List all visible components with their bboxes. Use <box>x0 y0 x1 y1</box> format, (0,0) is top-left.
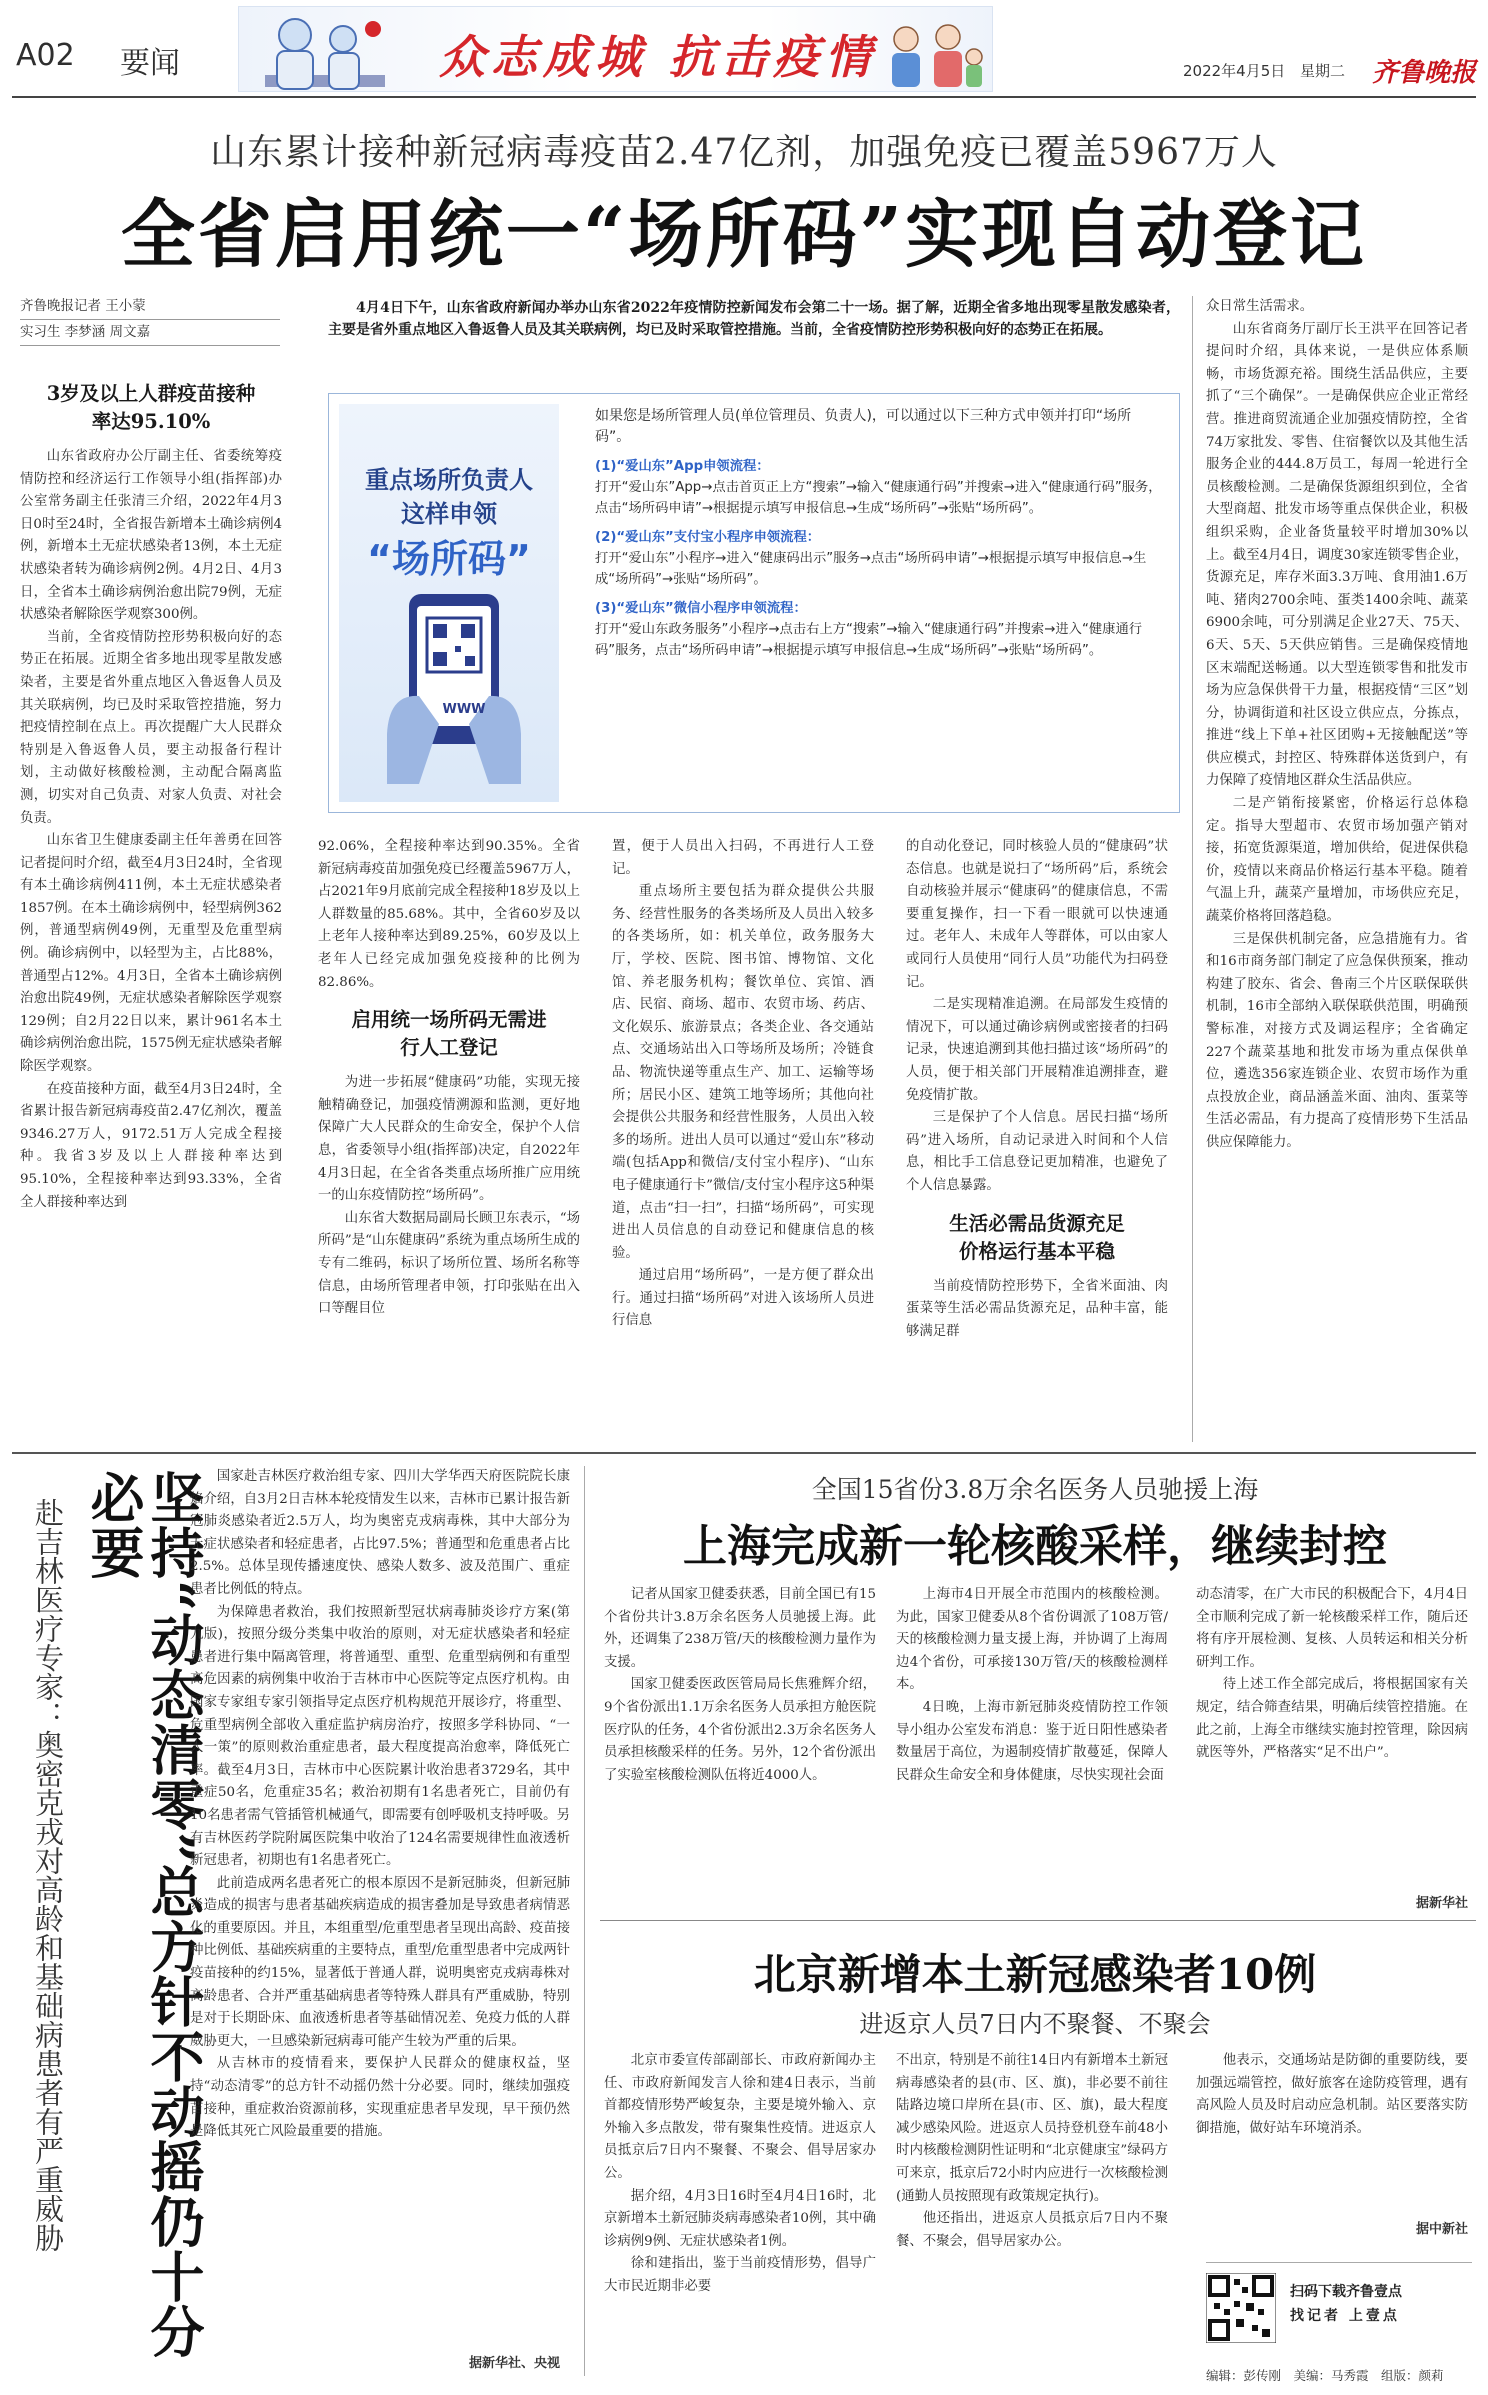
paragraph: 当前，全省疫情防控形势积极向好的态势正在拓展。近期全省多地出现零星散发感染者，主要是省外重点地区入鲁返鲁人员及其关联病例，均已及时采取管控措施，努力把疫情控制在点上。再次提醒广大人民群众特别是入鲁返鲁人员，要主动报备行程计划，主动做好核酸检测，主动配合隔离监测，切实对自己负责、对家人负责、对社会负责。 <box>20 629 282 826</box>
qr-code-block <box>1206 2262 1472 2358</box>
poster-title-1: 重点场所负责人 <box>365 466 533 494</box>
section-name: 要闻 <box>120 46 180 81</box>
paragraph: 此前造成两名患者死亡的根本原因不是新冠肺炎，但新冠肺炎造成的损害与患者基础疾病造成的损害叠加是导致患者病情恶化的重要原因。并且，本组重型/危重型患者呈现出高龄、疫苗接种比例低、基础疾病重的主要特点，重型/危重型患者中完成两针疫苗接种的约15%，显著低于普通人群，说明奥密克戎病毒株对高龄患者、合并严重基础病患者等特殊人群具有严重威胁，特别是对于长期卧床、血液透析患者等基础情况差、免疫力低的人群威胁更大，一旦感染新冠病毒可能产生较为严重的后果。 <box>190 1875 570 2049</box>
lead-column-3 <box>612 836 874 1442</box>
jilin-body <box>190 1466 570 2346</box>
paragraph: 在疫苗接种方面，截至4月3日24时，全省累计报告新冠病毒疫苗2.47亿剂次，覆盖9346.27万人，9172.51万人完成全程接种。我省3岁及以上人群接种率达到95.10%，全程接种率达到93.33%，全省全人群接种率达到 <box>20 1081 282 1210</box>
issue-weekday: 星期二 <box>1300 62 1346 80</box>
lead-column-1 <box>20 352 282 1442</box>
shanghai-kicker: 全国15省份3.8万余名医务人员驰援上海 <box>811 1475 1259 1504</box>
lead-column-4 <box>906 836 1168 1442</box>
poster-intro: 如果您是场所管理人员(单位管理员、负责人)，可以通过以下三种方式申领并打印“场所码”。 <box>595 408 1132 445</box>
paragraph: 山东省大数据局副局长顾卫东表示，“场所码”是“山东健康码”系统为重点场所生成的专有二维码，标识了场所位置、场所名称等信息，由场所管理者申领，打印张贴在出入口等醒目位 <box>318 1210 580 1317</box>
shanghai-headline: 上海完成新一轮核酸采样，继续封控 <box>683 1521 1387 1572</box>
paragraph: 国家赴吉林医疗救治组专家、四川大学华西天府医院院长康焰介绍，自3月2日吉林本轮疫情发生以来，吉林市已累计报告新冠肺炎感染者近2.5万人，均为奥密克戎病毒株，其中大部分为无症状感染者和轻症患者，占比97.5%；普通型和危重患者占比2.5%。总体呈现传播速度快、感染人数多、波及范围广、重症患者比例低的特点。 <box>190 1469 570 1597</box>
poster-graphic <box>339 404 559 802</box>
jilin-credit: 据新华社、央视 <box>468 2356 560 2371</box>
paragraph: 4日晚，上海市新冠肺炎疫情防控工作领导小组办公室发布消息：鉴于近日阳性感染者数量居于高位，为遏制疫情扩散蔓延，保障人民群众生命安全和身体健康，尽快实现社会面 <box>896 1699 1168 1783</box>
banner-title: 众志成城 抗击疫情 <box>439 30 878 84</box>
page-number: A02 <box>16 38 75 73</box>
paragraph: 动态清零，在广大市民的积极配合下，4月4日全市顺利完成了新一轮核酸采样工作，随后还将有序开展检测、复核、人员转运和相关分析研判工作。 <box>1196 1587 1468 1670</box>
paragraph: 二是实现精准追溯。在局部发生疫情的情况下，可以通过确诊病例或密接者的扫码记录，快速追溯到其他扫描过该“场所码”的人员，便于相关部门开展精准追溯排查，避免疫情扩散。 <box>906 997 1168 1103</box>
shanghai-column-1 <box>604 1584 876 1914</box>
paragraph: 为进一步拓展“健康码”功能，实现无接触精确登记，加强疫情溯源和监测，更好地保障广大人民群众的生命安全，保护个人信息，省委领导小组(指挥部)决定，自2022年4月3日起，在全省各类重点场所推广应用统一的山东疫情防控“场所码”。 <box>318 1075 580 1204</box>
newspaper-logo: 齐鲁晚报 <box>1372 58 1477 88</box>
poster-way-1-title: (1)“爱山东”App申领流程： <box>595 459 770 474</box>
beijing-kicker: 进返京人员7日内不聚餐、不聚会 <box>859 2010 1211 2038</box>
lead-intro: 4月4日下午，山东省政府新闻办举办山东省2022年疫情防控新闻发布会第二十一场。据了解，近期全省多地出现零星散发感染者，主要是省外重点地区入鲁返鲁人员及其关联病例，均已及时采取管控措施。当前，全省疫情防控形势积极向好的态势正在拓展。 <box>328 300 1180 338</box>
column-divider <box>584 1466 585 2376</box>
paragraph: 置，便于人员出入扫码，不再进行人工登记。 <box>612 839 874 877</box>
section-rule <box>600 1920 1476 1921</box>
banner <box>238 6 993 92</box>
section-rule <box>12 1452 1476 1454</box>
venue-code-poster <box>328 393 1180 813</box>
page-header <box>0 0 1488 98</box>
paragraph: 他表示，交通场站是防御的重要防线，要加强远端管控，做好旅客在途防疫管理，遇有高风险人员及时启动应急机制。站区要落实防御措施，做好站车环境消杀。 <box>1196 2053 1468 2136</box>
paragraph: 三是保供机制完备，应急措施有力。省和16市商务部门制定了应急保供预案，推动构建了胶东、省会、鲁南三个片区联保联供机制，16市全部纳入联保联供范围，明确预警标准，对接方式及调运程序；全省确定227个蔬菜基地和批发市场为重点保供单位，遴选356家连锁企业、农贸市场作为重点投放企业，商品涵盖米面、油肉、蛋菜等生活必需品，有力提高了疫情形势下生活品供应保障能力。 <box>1206 931 1468 1150</box>
paragraph: 山东省商务厅副厅长王洪平在回答记者提问时介绍，具体来说，一是供应体系顺畅，市场货源充裕。围绕生活品供应，主要抓了“三个确保”。一是确保供应企业正常经营。推进商贸流通企业加强疫情防控，全省74万家批发、零售、住宿餐饮以及其他生活服务企业的444.8万员工，每周一轮进行全员核酸检测。二是确保货源组织到位，全省大型商超、批发市场等重点保供企业，积极组织采购，企业备货量较平时增加30%以上。截至4月4日，调度30家连锁零售企业，货源充足，库存米面3.3万吨、食用油1.6万吨、猪肉2700余吨、蛋类1400余吨、蔬菜6900余吨，可分别满足企业27天、75天、6天、5天、5天供应销售。三是确保疫情地区末端配送畅通。以大型连锁零售和批发市场为应急保供骨干力量，根据疫情“三区”划分，协调街道和社区设立供应点，分拣点，推进“线上下单+社区团购+无接触配送”等供应模式，封控区、特殊群体送货到户，有力保障了疫情地区群众生活品供应。 <box>1206 321 1468 789</box>
beijing-headline: 北京新增本土新冠感染者10例 <box>753 1950 1317 1999</box>
byline-reporter: 齐鲁晚报记者 王小蒙 <box>20 296 280 320</box>
poster-title-3: “场所码” <box>367 537 531 581</box>
paragraph: 重点场所主要包括为群众提供公共服务、经营性服务的各类场所及人员出入较多的各类场所，如：机关单位，政务服务大厅，学校、医院、图书馆、博物馆、文化馆、养老服务机构；餐饮单位、宾馆、酒店、民宿、商场、超市、农贸市场、药店、文化娱乐、旅游景点；各类企业、各交通站点、交通场站出入口等场所及场所；冷链食品、物流快递等重点生产、加工、运输等场所；居民小区、建筑工地等场所；其他向社会提供公共服务和经营性服务，人员出入较多的场所。进出人员可以通过“爱山东”移动端(包括App和微信/支付宝小程序)、“山东电子健康通行卡”微信/支付宝小程序这5种渠道，点击“扫一扫”，扫描“场所码”，可实现进出人员信息的自动登记和健康信息的核验。 <box>612 884 874 1261</box>
qr-caption-2: 找记者 上壹点 <box>1290 2308 1400 2324</box>
jilin-kicker: 赴吉林医疗专家：奥密克戎对高龄和基础病患者有严重威胁 <box>31 1498 65 2252</box>
editor-credits: 编辑：彭传刚 美编：马秀霞 组版：颜莉 <box>1206 2368 1444 2383</box>
paragraph: 当前疫情防控形势下，全省米面油、肉蛋菜等生活必需品货源充足，品种丰富，能够满足群 <box>906 1278 1168 1339</box>
lead-subhead-venue-code: 启用统一场所码无需进行人工登记 <box>351 1008 547 1060</box>
lead-column-5 <box>1206 296 1468 1442</box>
paragraph: 上海市4日开展全市范围内的核酸检测。为此，国家卫健委从8个省份调派了108万管/天的核酸检测力量支援上海，并协调了上海周边4个省份，可承接130万管/天的核酸检测样本。 <box>896 1587 1168 1693</box>
byline-interns: 实习生 李梦涵 周文嘉 <box>20 320 280 346</box>
shanghai-credit: 据新华社 <box>1415 1896 1468 1911</box>
column-divider <box>1192 296 1193 1442</box>
qr-caption-1: 扫码下载齐鲁壹点 <box>1290 2284 1402 2300</box>
paragraph: 国家卫健委医政医管局局长焦雅辉介绍，9个省份派出1.1万余名医务人员承担方舱医院医疗队的任务，4个省份派出2.3万余名医务人员承担核酸采样的任务。另外，12个省份派出了实验室核酸检测队伍将近4000人。 <box>604 1677 876 1783</box>
paragraph: 他还指出，进返京人员抵京后7日内不聚餐、不聚会，倡导居家办公。 <box>896 2211 1168 2249</box>
family-illustration-icon <box>876 13 986 89</box>
paragraph: 徐和建指出，鉴于当前疫情形势，倡导广大市民近期非必要 <box>604 2256 876 2294</box>
beijing-column-1 <box>604 2050 876 2375</box>
beijing-column-3 <box>1196 2050 1468 2210</box>
lead-subhead-vaccination: 3岁及以上人群疫苗接种率达95.10% <box>46 382 256 433</box>
paragraph: 山东省卫生健康委副主任年善勇在回答记者提问时介绍，截至4月3日24时，全省现有本土确诊病例411例，本土无症状感染者1857例。在本土确诊病例中，轻型病例362例，普通型病例49例，无重型及危重型病例。确诊病例中，以轻型为主，占比88%，普通型占12%。4月3日，全省本土确诊病例治愈出院49例，无症状感染者解除医学观察129例；自2月22日以来，累计961名本土确诊病例治愈出院，1575例无症状感染者解除医学观察。 <box>20 833 282 1075</box>
poster-phone-text: WWW <box>442 702 486 717</box>
lead-subhead-supplies: 生活必需品货源充足价格运行基本平稳 <box>949 1211 1125 1263</box>
paragraph: 记者从国家卫健委获悉，目前全国已有15个省份共计3.8万余名医务人员驰援上海。此外，还调集了238万管/天的核酸检测力量作为支援。 <box>604 1587 876 1670</box>
poster-way-3-steps: 打开“爱山东政务服务”小程序→点击右上方“搜索”→输入“健康通行码”并搜索→进入“健康通行码”服务，点击“场所码申请”→根据提示填写申报信息→生成“场所码”→张贴“场所码”。 <box>595 622 1143 658</box>
poster-way-1-steps: 打开“爱山东”App→点击首页正上方“搜索”→输入“健康通行码”并搜索→进入“健康通行码”服务，点击“场所码申请”→根据提示填写申报信息→生成“场所码”→张贴“场所码”。 <box>595 480 1162 516</box>
poster-way-2-steps: 打开“爱山东”小程序→进入“健康码出示”服务→点击“场所码申请”→根据提示填写申报信息→生成“场所码”→张贴“场所码”。 <box>595 551 1147 587</box>
paragraph: 待上述工作全部完成后，将根据国家有关规定，结合筛查结果，明确后续管控措施。在此之前，上海全市继续实施封控管理，除因病就医等外，严格落实“足不出户”。 <box>1196 1677 1468 1761</box>
lead-kicker: 山东累计接种新冠病毒疫苗2.47亿剂，加强免疫已覆盖5967万人 <box>210 132 1278 173</box>
paragraph: 为保障患者救治，我们按照新型冠状病毒肺炎诊疗方案(第九版)，按照分级分类集中收治的原则，对无症状感染者和轻症患者进行集中隔离管理，将普通型、重型、危重型病例和有重型高危因素的病例集中收治于吉林市中心医院等定点医疗机构。由国家专家组专家引领指导定点医疗机构规范开展诊疗，将重型、危重型病例全部收入重症监护病房治疗，按照多学科协同、“一人一策”的原则救治重症患者，最大程度提高治愈率，降低死亡率。截至4月3日，吉林市中心医院累计收治患者3729名，其中重症50名，危重症35名；救治初期有1名患者死亡，目前仍有10名患者需气管插管机械通气，即需要有创呼吸机支持呼吸。另有吉林医药学院附属医院集中收治了124名需要规律性血液透析新冠患者，初期也有1名患者死亡。 <box>190 1604 570 1869</box>
paragraph: 的自动化登记，同时核验人员的“健康码”状态信息。也就是说扫了“场所码”后，系统会自动核验并展示“健康码”的健康信息，不需要重复操作，扫一下看一眼就可以快速通过。老年人、未成年人等群体，可以由家人或同行人员使用“同行人员”功能代为扫码登记。 <box>906 839 1168 990</box>
qr-code-icon[interactable] <box>1206 2273 1276 2343</box>
paragraph: 二是产销衔接紧密，价格运行总体稳定。指导大型超市、农贸市场加强产销对接，拓宽货源渠道，增加供给，促进保供稳价，疫情以来商品价格运行基本平稳。随着气温上升，蔬菜产量增加，市场供应充足，蔬菜价格将回落趋稳。 <box>1206 796 1468 925</box>
poster-way-2-title: (2)“爱山东”支付宝小程序申领流程： <box>595 530 821 545</box>
paragraph: 北京市委宣传部副部长、市政府新闻办主任、市政府新闻发言人徐和建4日表示，当前首都疫情形势严峻复杂，主要是境外输入、京外输入多点散发，带有聚集性疫情。进返京人员抵京后7日内不聚餐、不聚会、倡导居家办公。 <box>604 2053 876 2181</box>
paragraph: 据介绍，4月3日16时至4月4日16时，北京新增本土新冠肺炎病毒感染者10例，其中确诊病例9例、无症状感染者1例。 <box>604 2188 876 2249</box>
shanghai-column-2 <box>896 1584 1168 1914</box>
poster-instructions <box>595 406 1165 661</box>
header-rule <box>12 96 1476 98</box>
lead-headline: 全省启用统一“场所码”实现自动登记 <box>120 192 1368 278</box>
beijing-column-2 <box>896 2050 1168 2375</box>
paragraph: 众日常生活需求。 <box>1206 299 1314 314</box>
paragraph: 92.06%，全程接种率达到90.35%。全省新冠病毒疫苗加强免疫已经覆盖5967万人，占2021年9月底前完成全程接种18岁及以上人群数量的85.68%。其中，全省60岁及以上老年人接种率达到89.25%，60岁及以上老年人已经完成加强免疫接种的比例为82.86%。 <box>318 839 580 990</box>
jilin-headline <box>20 1470 206 2370</box>
lead-column-2 <box>318 836 580 1442</box>
paragraph: 山东省政府办公厅副主任、省委统筹疫情防控和经济运行工作领导小组(指挥部)办公室常务副主任张清三介绍，2022年4月3日0时至24时，全省报告新增本土确诊病例4例，新增本土无症状感染者13例，本土无症状感染者转为确诊病例2例。4月2日、4月3日，全省本土确诊病例治愈出院79例，无症状感染者解除医学观察300例。 <box>20 449 282 623</box>
poster-title-2: 这样申领 <box>401 500 497 528</box>
issue-date: 2022年4月5日 <box>1183 62 1286 80</box>
paragraph: 不出京，特别是不前往14日内有新增本土新冠病毒感染者的县(市、区、旗)，非必要不前往陆路边境口岸所在县(市、区、旗)，最大程度减少感染风险。进返京人员持登机登车前48小时内核酸检测阴性证明和“北京健康宝”绿码方可来京，抵京后72小时内应进行一次核酸检测(通勤人员按照现有政策规定执行)。 <box>896 2053 1168 2204</box>
doctor-illustration-icon <box>247 9 397 91</box>
paragraph: 通过启用“场所码”，一是方便了群众出行。通过扫描“场所码”对进入该场所人员进行信息 <box>612 1268 874 1329</box>
lead-byline <box>20 296 280 346</box>
shanghai-column-3 <box>1196 1584 1468 1874</box>
jilin-headline-text: 坚持“动态清零”总方针不动摇仍十分必要 <box>82 1470 206 2360</box>
paragraph: 从吉林市的疫情看来，要保护人民群众的健康权益，坚持“动态清零”的总方针不动摇仍然十分必要。同时，继续加强疫苗接种，重症救治资源前移，实现重症患者早发现，早干预仍然是降低其死亡风险最重要的措施。 <box>190 2056 570 2140</box>
paragraph: 三是保护了个人信息。居民扫描“场所码”进入场所，自动记录进入时间和个人信息，相比手工信息登记更加精准，也避免了个人信息暴露。 <box>906 1110 1168 1193</box>
beijing-credit: 据中新社 <box>1415 2222 1468 2237</box>
phone-qr-icon <box>379 584 529 794</box>
poster-way-3-title: (3)“爱山东”微信小程序申领流程： <box>595 601 807 616</box>
